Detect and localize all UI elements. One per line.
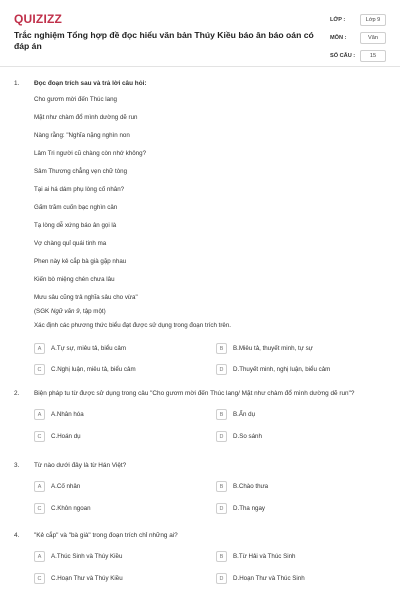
option-d[interactable] xyxy=(216,572,305,585)
option-letter: C xyxy=(34,364,45,375)
option-text: D.So sánh xyxy=(233,433,262,440)
question-prompt: "Kẻ cắp" và "bà già" trong đoạn trích chỉ những ai? xyxy=(34,532,178,539)
meta-row-grade xyxy=(330,12,392,28)
option-letter: A xyxy=(34,481,45,492)
question-number: 2. xyxy=(14,390,20,397)
meta-label-count: SỐ CÂU : xyxy=(330,53,356,59)
option-text: C.Nghị luận, miêu tả, biểu cảm xyxy=(51,366,136,373)
quiz-meta xyxy=(330,12,392,66)
passage-line: Vợ chàng quỉ quái tinh ma xyxy=(34,240,107,247)
passage-line: Nàng rằng: "Nghĩa nặng nghìn non xyxy=(34,132,130,139)
option-letter: D xyxy=(216,503,227,514)
option-b[interactable] xyxy=(216,342,313,355)
option-a[interactable] xyxy=(34,550,122,563)
option-c[interactable] xyxy=(34,430,81,443)
option-c[interactable] xyxy=(34,502,91,515)
passage-line: Gấm trăm cuốn bạc nghìn cân xyxy=(34,204,118,211)
passage-line: Lâm Tri người cũ chàng còn nhớ không? xyxy=(34,150,147,157)
option-d[interactable] xyxy=(216,430,262,443)
question-1 xyxy=(14,80,386,380)
passage-source xyxy=(34,308,106,315)
option-letter: C xyxy=(34,431,45,442)
option-letter: A xyxy=(34,343,45,354)
question-prompt: Từ nào dưới đây là từ Hán Việt? xyxy=(34,462,127,469)
option-b[interactable] xyxy=(216,550,296,563)
question-4 xyxy=(14,532,386,596)
question-number: 1. xyxy=(14,80,20,87)
option-letter: A xyxy=(34,409,45,420)
option-letter: D xyxy=(216,364,227,375)
quizizz-logo[interactable]: QUIZIZZ xyxy=(14,12,63,26)
source-prefix: (SGK xyxy=(34,308,51,315)
meta-row-count xyxy=(330,48,392,64)
option-d[interactable] xyxy=(216,502,265,515)
option-text: A.Nhân hóa xyxy=(51,411,84,418)
option-a[interactable] xyxy=(34,342,126,355)
option-letter: D xyxy=(216,431,227,442)
meta-row-subject xyxy=(330,30,392,46)
option-c[interactable] xyxy=(34,363,136,376)
option-letter: C xyxy=(34,573,45,584)
passage-line: Cho gươm mời đến Thúc lang xyxy=(34,96,117,103)
option-b[interactable] xyxy=(216,408,255,421)
option-text: C.Hoán dụ xyxy=(51,433,81,440)
option-letter: D xyxy=(216,573,227,584)
option-a[interactable] xyxy=(34,408,84,421)
option-d[interactable] xyxy=(216,363,330,376)
passage-line: Tạ lòng dễ xứng báo ân gọi là xyxy=(34,222,117,229)
option-b[interactable] xyxy=(216,480,268,493)
option-a[interactable] xyxy=(34,480,80,493)
question-prompt: Đọc đoạn trích sau và trả lời câu hỏi: xyxy=(34,80,147,87)
option-text: A.Tự sự, miêu tả, biểu cảm xyxy=(51,345,126,352)
option-letter: A xyxy=(34,551,45,562)
option-text: B.Từ Hải và Thúc Sinh xyxy=(233,553,296,560)
meta-value-subject: Văn xyxy=(360,32,386,44)
quiz-header xyxy=(0,0,400,67)
passage-line: Phen này kẻ cắp bà già gặp nhau xyxy=(34,258,127,265)
quiz-title: Trắc nghiệm Tổng hợp đề đọc hiểu văn bản Thúy Kiều báo ân báo oán có đáp án xyxy=(14,30,314,51)
option-letter: B xyxy=(216,551,227,562)
question-ask: Xác định các phương thức biểu đạt được sử dụng trong đoạn trích trên. xyxy=(34,322,232,329)
option-letter: C xyxy=(34,503,45,514)
question-2 xyxy=(14,390,386,454)
passage-line: Kiến bò miệng chén chưa lâu xyxy=(34,276,115,283)
option-letter: B xyxy=(216,343,227,354)
option-text: C.Hoạn Thư và Thúy Kiều xyxy=(51,575,123,582)
option-text: D.Hoạn Thư và Thúc Sinh xyxy=(233,575,305,582)
option-text: D.Thuyết minh, nghị luận, biểu cảm xyxy=(233,366,331,373)
meta-value-grade: Lớp 9 xyxy=(360,14,386,26)
question-number: 4. xyxy=(14,532,20,539)
question-number: 3. xyxy=(14,462,20,469)
question-3 xyxy=(14,462,386,526)
meta-value-count: 15 xyxy=(360,50,386,62)
source-book: Ngữ văn 9 xyxy=(50,308,80,315)
meta-label-subject: MÔN : xyxy=(330,35,347,41)
option-letter: B xyxy=(216,481,227,492)
option-text: B.Ẩn dụ xyxy=(233,411,256,418)
option-text: C.Khôn ngoan xyxy=(51,505,91,512)
source-suffix: , tập một) xyxy=(79,308,106,315)
passage-line: Sâm Thương chẳng vẹn chữ tòng xyxy=(34,168,128,175)
passage-line: Tại ai há dám phụ lòng cố nhân? xyxy=(34,186,125,193)
option-text: D.Tha ngay xyxy=(233,505,265,512)
option-letter: B xyxy=(216,409,227,420)
passage-line: Mưu sâu cũng trả nghĩa sâu cho vừa" xyxy=(34,294,138,301)
option-text: B.Chào thưa xyxy=(233,483,269,490)
passage-line: Mặt như chàm đổ mình dường dẽ run xyxy=(34,114,138,121)
option-c[interactable] xyxy=(34,572,123,585)
option-text: A.Cố nhân xyxy=(51,483,81,490)
meta-label-grade: LỚP : xyxy=(330,17,346,23)
option-text: B.Miêu tả, thuyết minh, tự sự xyxy=(233,345,313,352)
question-prompt: Biện pháp tu từ được sử dụng trong câu "Cho gươm mời đến Thúc lang/ Mặt như chàm đổ mình dường dẽ run"? xyxy=(34,390,355,397)
option-text: A.Thúc Sinh và Thúy Kiều xyxy=(51,553,123,560)
